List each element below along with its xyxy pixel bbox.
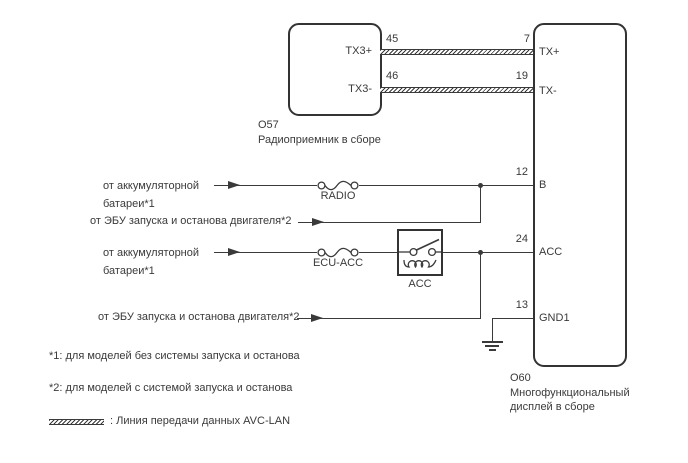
- display-box-id: O60: [510, 372, 531, 384]
- source-battery-bottom-label: [103, 244, 199, 280]
- arrow-ecu-top: [312, 218, 324, 226]
- display-pin-label-acc: ACC: [539, 246, 563, 258]
- display-pin-label-gnd1: GND1: [539, 312, 570, 324]
- junction-dot-b: [478, 183, 483, 188]
- footnote-1: *1: для моделей без системы запуска и останова: [49, 350, 300, 362]
- avclan-line-tx-minus: [380, 87, 533, 93]
- legend-avclan-swatch: [49, 419, 104, 425]
- pin-number-7: 7: [523, 33, 530, 45]
- relay-acc-icon: [399, 231, 441, 274]
- arrow-battery-top: [228, 181, 240, 189]
- source-ecu-top-label: от ЭБУ запуска и останова двигателя*2: [90, 215, 292, 227]
- arrow-ecu-bottom: [311, 314, 323, 322]
- display-box-name-line2: дисплей в сборе: [510, 401, 595, 413]
- display-box-name-line1: Многофункциональный: [510, 387, 630, 399]
- wire-acc-right: [443, 252, 533, 253]
- source-battery-bottom-line2: батареи*1: [103, 265, 155, 277]
- display-pin-label-b: B: [539, 179, 547, 191]
- display-pin-label-tx-minus: TX-: [539, 85, 557, 97]
- wire-ecu-bottom-riser: [480, 252, 481, 318]
- ground-icon: [482, 341, 503, 343]
- pin-number-13: 13: [515, 299, 528, 311]
- fuse-radio-label: RADIO: [320, 190, 356, 202]
- wire-acc-left: [214, 252, 398, 253]
- wire-b: [214, 185, 533, 186]
- source-ecu-bottom-label: от ЭБУ запуска и останова двигателя*2: [98, 311, 300, 323]
- ground-bar-3: [489, 349, 496, 351]
- pin-number-19: 19: [515, 70, 528, 82]
- legend-avclan-text: : Линия передачи данных AVC-LAN: [110, 415, 291, 427]
- pin-number-46: 46: [386, 70, 399, 82]
- wire-gnd1: [492, 318, 533, 319]
- pin-number-24: 24: [515, 233, 528, 245]
- source-battery-top-line2: батареи*1: [103, 198, 155, 210]
- wire-ecu-top-riser: [480, 185, 481, 222]
- source-battery-bottom-line1: от аккумуляторной: [103, 247, 200, 259]
- source-battery-top-label: [103, 177, 199, 213]
- pin-number-12: 12: [515, 166, 528, 178]
- wire-ecu-bottom: [297, 318, 481, 319]
- ground-bar-2: [485, 345, 499, 347]
- fuse-ecu-acc-label: ECU-ACC: [312, 257, 364, 269]
- footnote-2: *2: для моделей с системой запуска и останова: [49, 382, 293, 394]
- avclan-line-tx-plus: [380, 49, 533, 55]
- radio-receiver-box: [288, 23, 382, 116]
- arrow-battery-bottom: [228, 248, 240, 256]
- pin-number-45: 45: [386, 33, 399, 45]
- radio-pin-label-tx3-minus: TX3-: [348, 83, 372, 95]
- wire-ecu-top: [298, 222, 481, 223]
- ground-stem: [492, 318, 493, 342]
- radio-box-name: Радиоприемник в сборе: [258, 134, 381, 146]
- source-battery-top-line1: от аккумуляторной: [103, 180, 200, 192]
- radio-box-id: O57: [258, 119, 279, 131]
- relay-acc-label: ACC: [408, 278, 432, 290]
- display-pin-label-tx-plus: TX+: [539, 46, 560, 58]
- radio-pin-label-tx3-plus: TX3+: [345, 45, 372, 57]
